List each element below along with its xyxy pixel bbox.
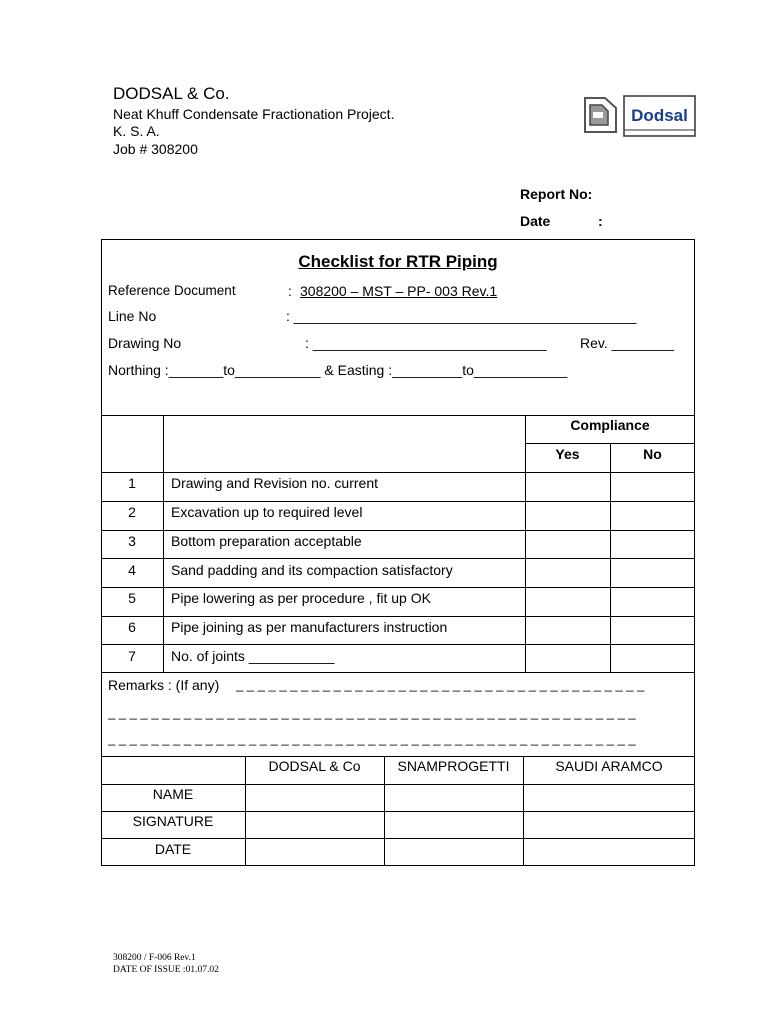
no-header: No <box>643 446 662 462</box>
footer-doc-no: 308200 / F-006 Rev.1 <box>113 953 196 963</box>
row-divider <box>101 616 695 617</box>
row-divider <box>101 501 695 502</box>
form-title: Checklist for RTR Piping <box>298 252 498 271</box>
party-saudi-aramco: SAUDI ARAMCO <box>555 758 663 774</box>
line-no-field[interactable]: : ____________________________________________ <box>286 308 637 324</box>
col-divider <box>163 415 164 672</box>
checklist-item: Sand padding and its compaction satisfactory <box>171 562 453 578</box>
row-number: 5 <box>128 590 136 606</box>
yes-header: Yes <box>555 446 580 462</box>
reference-label: Reference Document <box>108 283 236 298</box>
checklist-item: Pipe lowering as per procedure , fit up OK <box>171 590 431 606</box>
row-divider <box>101 587 695 588</box>
row-number: 1 <box>128 475 136 491</box>
remarks-line[interactable]: _ _ _ _ _ _ _ _ _ _ _ _ _ _ _ _ _ _ _ _ _ _ _ _ _ _ _ _ _ _ _ _ _ _ _ _ _ _ _ _ _ _ _ _ _ _ _ _ _ <box>108 705 636 720</box>
checklist-item: No. of joints ___________ <box>171 648 335 664</box>
col-divider <box>610 443 611 672</box>
reference-colon: : <box>288 283 292 299</box>
row-divider <box>101 672 695 673</box>
dodsal-logo <box>583 94 697 140</box>
coordinates-field[interactable]: Northing :_______to___________ & Easting :_________to____________ <box>108 362 568 378</box>
row-number: 6 <box>128 619 136 635</box>
row-number: 7 <box>128 648 136 664</box>
report-no-label: Report No: <box>520 186 593 202</box>
checklist-item: Bottom preparation acceptable <box>171 533 362 549</box>
line-no-label: Line No <box>108 308 157 324</box>
remarks-label: Remarks : (If any) <box>108 677 220 693</box>
party-snamprogetti: SNAMPROGETTI <box>397 758 510 774</box>
drawing-no-field[interactable]: : ______________________________ <box>305 335 547 351</box>
row-divider <box>101 472 695 473</box>
checklist-item: Pipe joining as per manufacturers instruction <box>171 619 448 635</box>
checklist-item: Excavation up to required level <box>171 504 363 520</box>
row-number: 3 <box>128 533 136 549</box>
signoff-row-divider <box>101 838 695 839</box>
row-number: 4 <box>128 562 136 578</box>
table-top-border <box>101 415 695 416</box>
checklist-item: Drawing and Revision no. current <box>171 475 378 491</box>
signoff-date-label: DATE <box>154 841 192 857</box>
signoff-top-border <box>101 756 695 757</box>
signoff-row-divider <box>101 811 695 812</box>
logo-text: Dodsal <box>631 106 688 125</box>
row-divider <box>101 644 695 645</box>
row-divider <box>101 530 695 531</box>
remarks-line[interactable]: _ _ _ _ _ _ _ _ _ _ _ _ _ _ _ _ _ _ _ _ _ _ _ _ _ _ _ _ _ _ _ _ _ _ _ _ _ _ <box>236 677 645 692</box>
reference-value: 308200 – MST – PP- 003 Rev.1 <box>300 283 498 299</box>
remarks-line[interactable]: _ _ _ _ _ _ _ _ _ _ _ _ _ _ _ _ _ _ _ _ _ _ _ _ _ _ _ _ _ _ _ _ _ _ _ _ _ _ _ _ _ _ _ _ _ _ _ _ _ <box>108 731 636 746</box>
date-colon: : <box>598 213 603 229</box>
signoff-row-divider <box>101 784 695 785</box>
rev-field[interactable]: Rev. ________ <box>580 335 674 351</box>
footer-issue-date: DATE OF ISSUE :01.07.02 <box>113 965 219 975</box>
company-name: DODSAL & Co. <box>113 84 230 103</box>
country: K. S. A. <box>113 123 160 139</box>
logo-mark-icon <box>585 98 616 132</box>
job-number: Job # 308200 <box>113 141 198 157</box>
row-number: 2 <box>128 504 136 520</box>
drawing-no-label: Drawing No <box>108 335 182 351</box>
date-label: Date <box>520 213 551 229</box>
signoff-name-label: NAME <box>152 786 194 802</box>
compliance-header: Compliance <box>570 417 650 433</box>
party-dodsal: DODSAL & Co <box>268 758 361 774</box>
row-divider <box>101 558 695 559</box>
project-name: Neat Khuff Condensate Fractionation Project. <box>113 106 395 122</box>
signoff-signature-label: SIGNATURE <box>132 813 214 829</box>
